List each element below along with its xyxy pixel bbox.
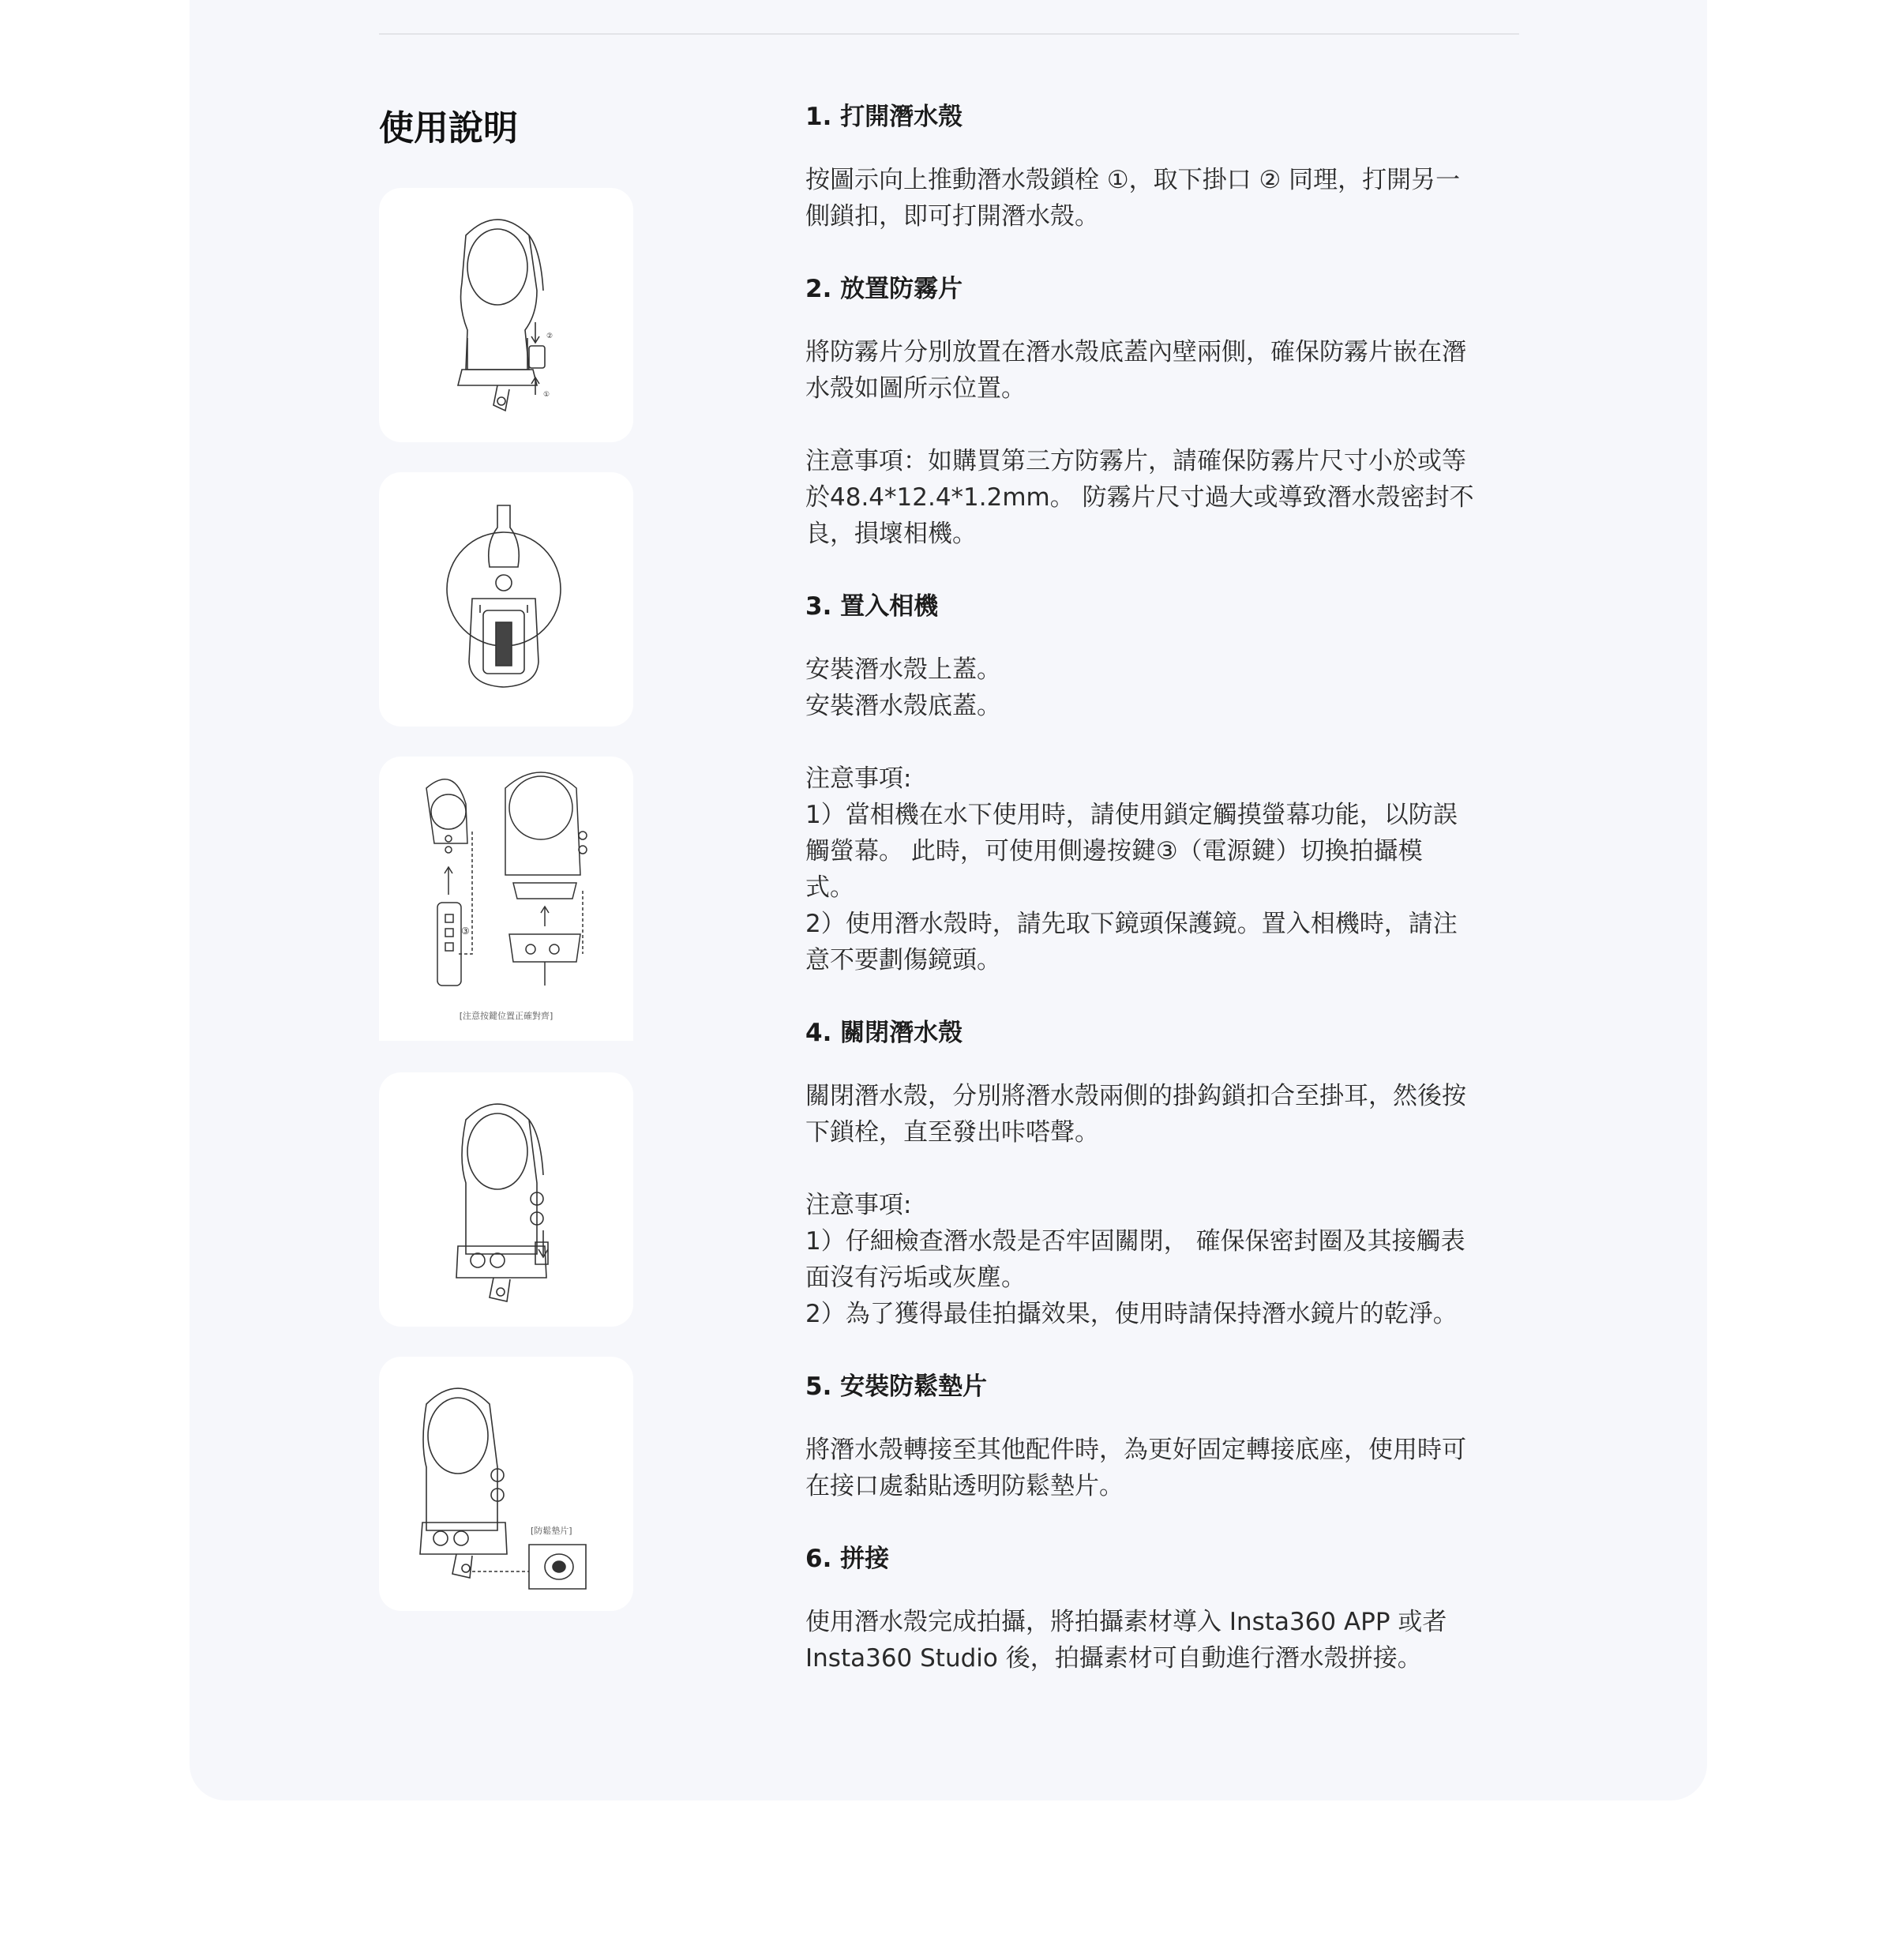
- marker-2: ②: [546, 332, 553, 340]
- step-6: [805, 1541, 1500, 1677]
- figure-insert-camera: [379, 757, 633, 1041]
- marker-3: ③: [461, 926, 470, 937]
- anti-loosening-pad-illustration: [379, 1357, 633, 1611]
- step-5: [805, 1369, 1500, 1504]
- step-paragraph: 關閉潛水殼，分別將潛水殼兩側的掛鈎鎖扣合至掛耳，然後按 下鎖栓，直至發出咔嗒聲。: [805, 1082, 1466, 1147]
- figure-caption-pad: [防鬆墊片]: [531, 1526, 572, 1536]
- step-paragraph: 將防霧片分別放置在潛水殼底蓋內壁兩側，確保防霧片嵌在潛 水殼如圖所示位置。: [805, 338, 1466, 403]
- anti-fog-illustration: [379, 472, 633, 727]
- figure-caption-alignment: [注意按鍵位置正確對齊]: [459, 1011, 553, 1021]
- step-3: [805, 588, 1500, 978]
- marker-1: ①: [543, 391, 550, 399]
- step-note: 注意事項：如購買第三方防霧片，請確保防霧片尺寸小於或等 於48.4*12.4*1.2mm。 防霧片尺寸過大或導致潛水殼密封不 良，損壞相機。: [805, 447, 1474, 548]
- instructions: [805, 99, 1500, 1713]
- step-4: [805, 1015, 1500, 1332]
- figure-anti-loosening-pad: [379, 1357, 633, 1611]
- figure-anti-fog: [379, 472, 633, 727]
- figure-open-housing: [379, 188, 633, 442]
- page-title: 使用說明: [379, 108, 518, 148]
- insert-camera-illustration: [379, 757, 633, 1041]
- step-title: 5. 安裝防鬆墊片: [805, 1372, 988, 1401]
- step-note: 注意事項: 1）當相機在水下使用時，請使用鎖定觸摸螢幕功能，以防誤 觸螢幕。 此時，可使用側邊按鍵③（電源鍵）切換拍攝模 式。 2）使用潛水殼時，請先取下鏡頭保護鏡。置入相機時，請注 意不要劃傷鏡頭。: [805, 764, 1458, 974]
- step-title: 2. 放置防霧片: [805, 275, 963, 303]
- step-1: [805, 99, 1500, 235]
- open-housing-illustration: [379, 188, 633, 442]
- step-paragraph: 將潛水殼轉接至其他配件時，為更好固定轉接底座，使用時可 在接口處黏貼透明防鬆墊片。: [805, 1436, 1466, 1500]
- step-2: [805, 271, 1500, 552]
- figure-close-housing: [379, 1072, 633, 1327]
- step-paragraph: 按圖示向上推動潛水殼鎖栓 ①，取下掛口 ② 同理，打開另一 側鎖扣，即可打開潛水殼。: [805, 166, 1461, 231]
- step-paragraph: 安裝潛水殼上蓋。 安裝潛水殼底蓋。: [805, 655, 1001, 720]
- step-title: 1. 打開潛水殼: [805, 103, 963, 131]
- step-paragraph: 使用潛水殼完成拍攝，將拍攝素材導入 Insta360 APP 或者 Insta360 Studio 後，拍攝素材可自動進行潛水殼拼接。: [805, 1608, 1447, 1673]
- step-note: 注意事項: 1）仔細檢查潛水殼是否牢固關閉， 確保保密封圈及其接觸表 面沒有污垢或灰塵。 2）為了獲得最佳拍攝效果，使用時請保持潛水鏡片的乾淨。: [805, 1191, 1465, 1328]
- step-title: 3. 置入相機: [805, 592, 939, 621]
- step-title: 4. 關閉潛水殼: [805, 1019, 963, 1047]
- section-divider: [379, 33, 1519, 35]
- step-title: 6. 拼接: [805, 1545, 890, 1573]
- close-housing-illustration: [379, 1072, 633, 1327]
